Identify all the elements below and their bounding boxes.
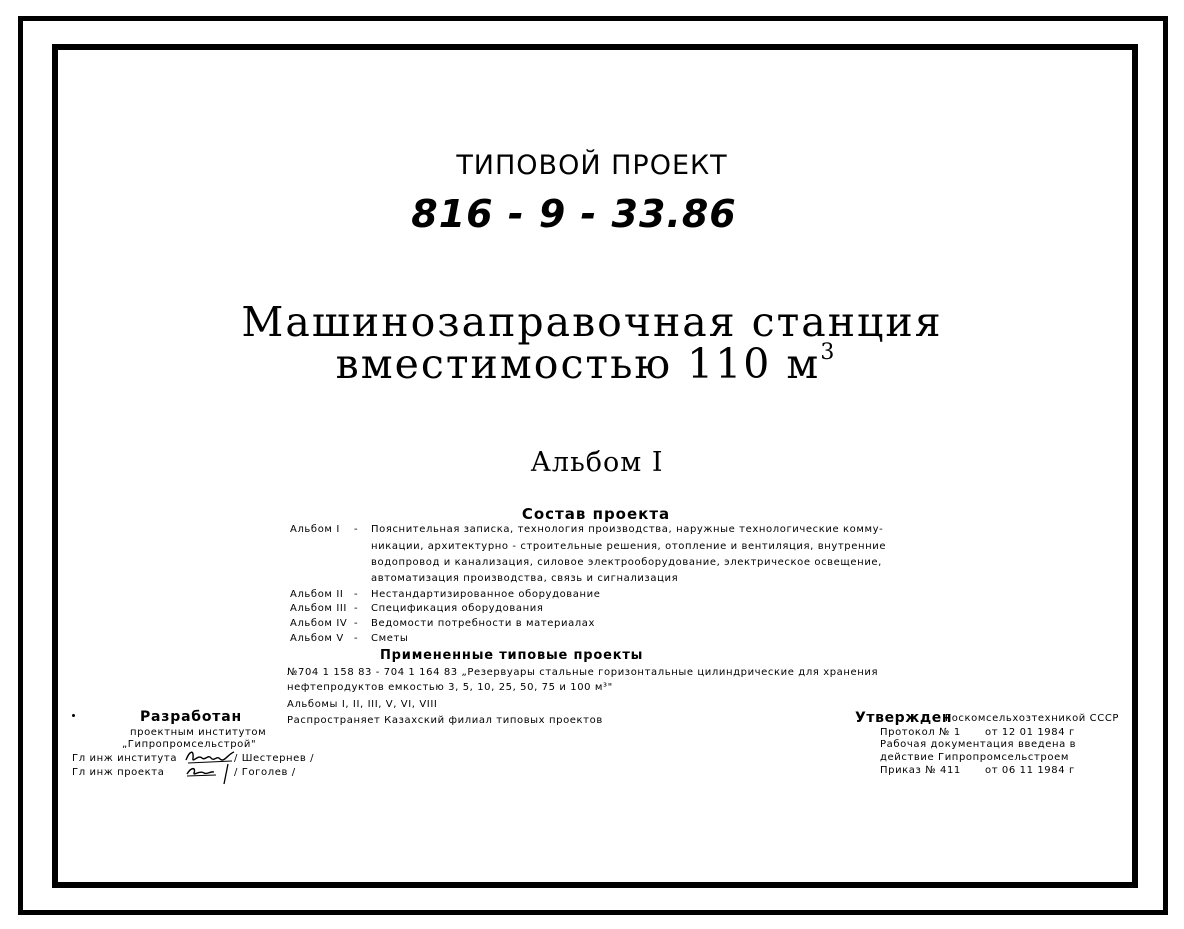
chief-engineer-institute-role: Гл инж института <box>72 753 178 764</box>
title-line-2 <box>0 340 1178 388</box>
chief-engineer-project-role: Гл инж проекта <box>72 767 165 778</box>
album-4-dash: - <box>354 618 359 629</box>
bullet-dot <box>72 714 75 717</box>
album-1-dash: - <box>354 524 359 535</box>
album-2-label: Альбом II <box>290 589 344 600</box>
applied-projects-heading: Примененные типовые проекты <box>380 648 644 663</box>
approval-title: Утвержден <box>855 710 953 726</box>
applied-line-3: Альбомы I, II, III, V, VI, VIII <box>287 699 438 710</box>
album-heading: Альбом I <box>530 447 664 478</box>
signature-gogolev-icon <box>184 760 236 786</box>
order-date: от 06 11 1984 г <box>985 765 1075 776</box>
order-number: Приказ № 411 <box>880 765 961 776</box>
album-1-line-4: автоматизация производства, связь и сигнализация <box>371 573 679 584</box>
title-line-2-text: вместимостью 110 м <box>335 340 821 388</box>
approval-line-3: действие Гипропромсельстроем <box>880 752 1069 763</box>
album-1-line-3: водопровод и канализация, силовое электрооборудование, электрическое освещение, <box>371 557 882 568</box>
protocol-date: от 12 01 1984 г <box>985 727 1075 738</box>
chief-engineer-institute-name: / Шестернев / <box>234 753 315 764</box>
approval-authority: Госкомсельхозтехникой СССР <box>945 713 1120 724</box>
album-3-label: Альбом III <box>290 603 347 614</box>
album-3-dash: - <box>354 603 359 614</box>
album-5-dash: - <box>354 633 359 644</box>
protocol-number: Протокол № 1 <box>880 727 961 738</box>
album-2-text: Нестандартизированное оборудование <box>371 589 601 600</box>
project-code: 816 - 9 - 33.86 <box>411 192 737 236</box>
project-kind: ТИПОВОЙ ПРОЕКТ <box>456 150 728 181</box>
approval-line-2: Рабочая документация введена в <box>880 739 1077 750</box>
composition-heading: Состав проекта <box>521 505 671 523</box>
album-1-line-2: никации, архитектурно - строительные решения, отопление и вентиляция, внутренние <box>371 541 887 552</box>
album-2-dash: - <box>354 589 359 600</box>
album-4-label: Альбом IV <box>290 618 348 629</box>
album-5-label: Альбом V <box>290 633 344 644</box>
applied-line-1: №704 1 158 83 - 704 1 164 83 „Резервуары стальные горизонтальные цилиндрические для хранения <box>287 667 879 678</box>
album-3-text: Спецификация оборудования <box>371 603 544 614</box>
chief-engineer-project-name: / Гоголев / <box>234 767 296 778</box>
distribution-line: Распространяет Казахский филиал типовых проектов <box>287 715 603 726</box>
album-4-text: Ведомости потребности в материалах <box>371 618 596 629</box>
title-superscript: 3 <box>820 340 837 366</box>
developer-title: Разработан <box>140 709 242 725</box>
album-5-text: Сметы <box>371 633 409 644</box>
album-1-label: Альбом I <box>290 524 340 535</box>
title-line-1: Машинозаправочная станция <box>241 298 943 346</box>
album-1-line-1: Пояснительная записка, технология производства, наружные технологические комму- <box>371 524 884 535</box>
applied-line-2: нефтепродуктов емкостью 3, 5, 10, 25, 50, 75 и 100 м³" <box>287 682 613 693</box>
developer-line-2: „Гипропромсельстрой" <box>122 739 257 750</box>
developer-line-1: проектным институтом <box>130 727 267 738</box>
